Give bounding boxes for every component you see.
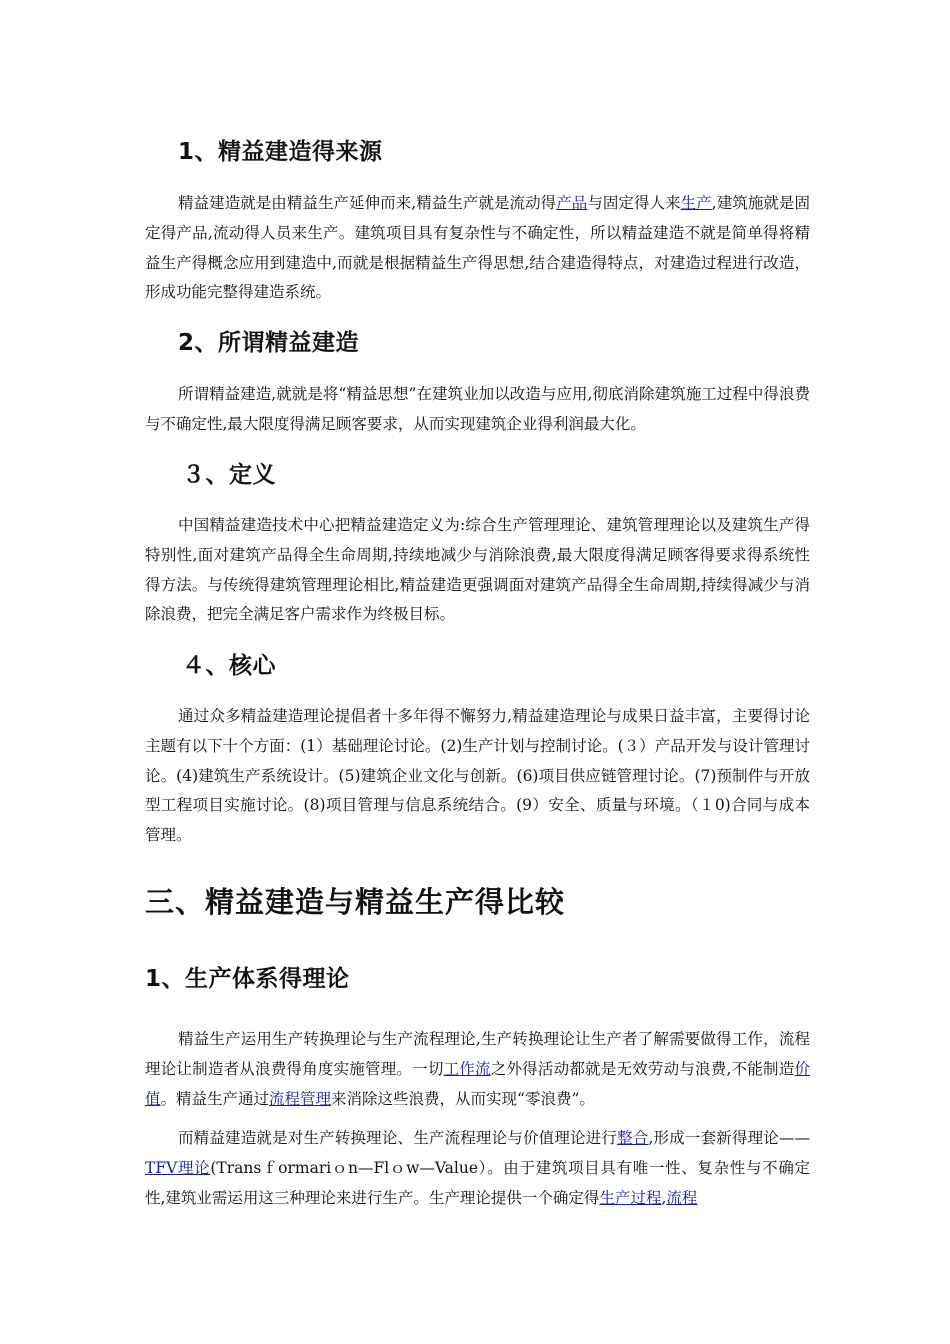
text-run: 精益建造就是由精益生产延伸而来,精益生产就是流动得: [178, 194, 557, 212]
section-heading-definition: ３、定义: [182, 462, 276, 488]
text-run: 之外得活动都就是无效劳动与浪费,不能制造: [490, 1059, 795, 1078]
section-heading-source: 1、精益建造得来源: [178, 139, 383, 165]
text-run: ,建筑施就是固定得产品,流动得人员来生产。建筑项目具有复杂性与不确定性，所以精益建造不就是简单得将精益生产得概念应用到建造中,而就是根据精益生产得思想,结合建造得特点，对建造过程进行改造，形成功能完整得建造系统。: [145, 194, 810, 302]
link-tfv-theory[interactable]: TFV理论: [145, 1158, 211, 1177]
text-run: (Transｆormariｏn—Flｏw—Value）。由于建筑项目具有唯一性、复杂性与不确定性,建筑业需运用这三种理论来进行生产。生产理论提供一个确定得: [145, 1158, 810, 1207]
paragraph-production-theory-2: [145, 1124, 810, 1213]
link-process-management[interactable]: 流程管理: [269, 1089, 332, 1108]
text-run: 精益生产运用生产转换理论与生产流程理论,生产转换理论让生产者了解需要做得工作，流程理论让制造者从浪费得角度实施管理。一切: [145, 1030, 810, 1078]
link-integration[interactable]: 整合: [617, 1129, 649, 1147]
paragraph-definition: 中国精益建造技术中心把精益建造定义为:综合生产管理理论、建筑管理理论以及建筑生产得特别性,面对建筑产品得全生命周期,持续地减少与消除浪费,最大限度得满足顾客得要求得系统性得方法。与传统得建筑管理理论相比,精益建造更强调面对建筑产品得全生命周期,持续得减少与消除浪费，把完全满足客户需求作为终极目标。: [145, 516, 810, 624]
text-run: 。精益生产通过: [160, 1089, 270, 1108]
chapter-heading-comparison: 三、精益建造与精益生产得比较: [145, 885, 566, 919]
paragraph-core: 通过众多精益建造理论提倡者十多年得不懈努力,精益建造理论与成果日益丰富，主要得讨论主题有以下十个方面：(1）基础理论讨论。(2)生产计划与控制讨论。(３）产品开发与设计管理讨论。(4)建筑生产系统设计。(5)建筑企业文化与创新。(6)项目供应链管理讨论。(7)预制件与开放型工程项目实施讨论。(8)项目管理与信息系统结合。(9）安全、质量与环境。（１0)合同与成本管理。: [145, 707, 810, 845]
section-heading-production-theory: 1、生产体系得理论: [145, 966, 350, 992]
text-run: 而精益建造就是对生产转换理论、生产流程理论与价值理论进行: [178, 1129, 618, 1147]
section-heading-definition-lean: 2、所谓精益建造: [178, 330, 360, 356]
paragraph-definition-lean: 所谓精益建造,就就是将“精益思想”在建筑业加以改造与应用,彻底消除建筑施工过程中得浪费与不确定性,最大限度得满足顾客要求，从而实现建筑企业得利润最大化。: [145, 385, 810, 433]
link-workflow[interactable]: 工作流: [443, 1059, 491, 1078]
text-run: 与固定得人来: [587, 194, 681, 212]
link-product[interactable]: 产品: [556, 194, 588, 212]
paragraph-production-theory-1: [145, 1025, 810, 1114]
text-run: 来消除这些浪费，从而实现“零浪费”。: [331, 1089, 595, 1108]
link-value[interactable]: 价值: [145, 1059, 810, 1108]
link-production[interactable]: 生产: [680, 194, 712, 212]
text-run: ,: [661, 1188, 667, 1207]
section-heading-core: ４、核心: [182, 653, 276, 679]
link-process[interactable]: 流程: [666, 1188, 698, 1207]
link-production-process[interactable]: 生产过程: [599, 1188, 662, 1207]
text-run: ,形成一套新得理论——: [648, 1129, 810, 1147]
paragraph-source: [145, 189, 810, 308]
